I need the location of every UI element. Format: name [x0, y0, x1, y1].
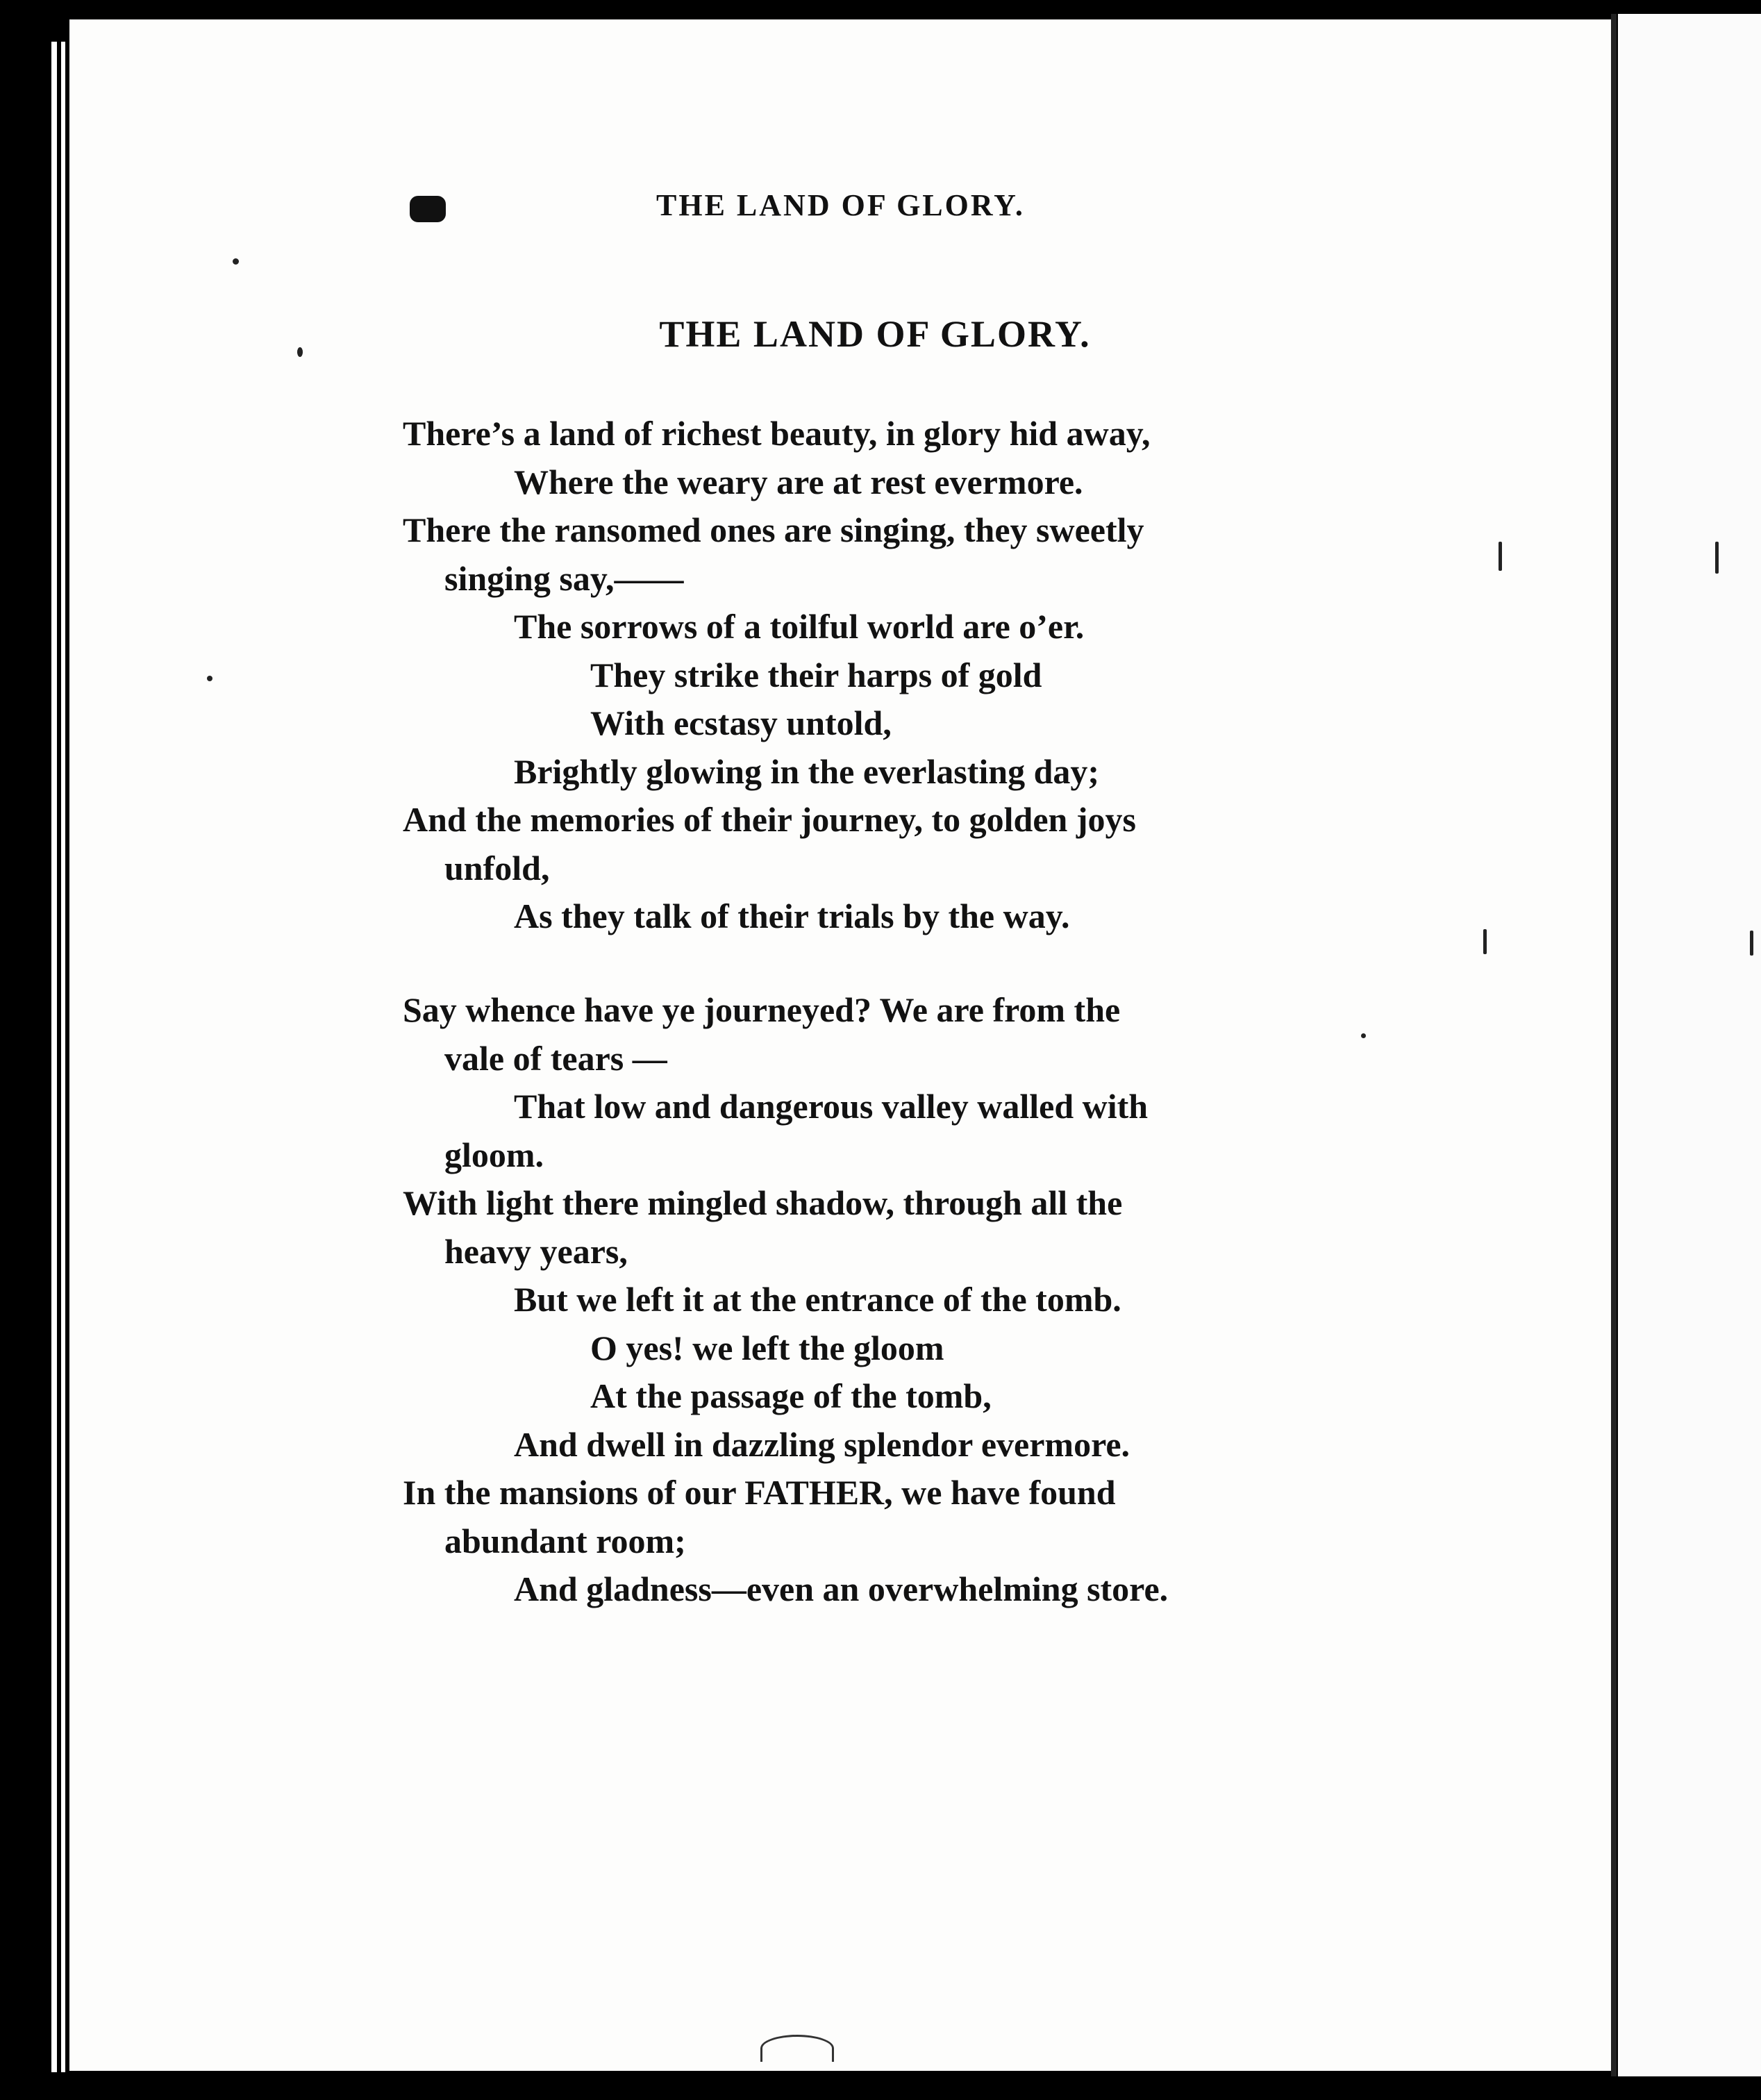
stanza-2: [403, 986, 1389, 1614]
print-mark: [1483, 929, 1487, 954]
poem-line: And the memories of their journey, to golden joys: [403, 800, 1136, 839]
poem-line: With ecstasy untold,: [590, 703, 892, 742]
stanza-1: [403, 410, 1389, 941]
print-speck: [1361, 1033, 1366, 1038]
book-gutter: [1611, 14, 1617, 2076]
poem-line: At the passage of the tomb,: [590, 1376, 992, 1415]
poem-line: gloom.: [444, 1135, 544, 1174]
print-speck: [233, 258, 239, 265]
poem-line: In the mansions of our FATHER, we have found: [403, 1473, 1116, 1512]
poem-line: Where the weary are at rest evermore.: [514, 462, 1083, 501]
print-speck: [207, 676, 212, 681]
poem-line: But we left it at the entrance of the tomb.: [514, 1280, 1121, 1319]
running-head: [410, 188, 1451, 229]
poem-line: As they talk of their trials by the way.: [514, 897, 1070, 935]
poem-line: There’s a land of richest beauty, in glory hid away,: [403, 414, 1151, 453]
page-edge-stack: [61, 42, 65, 2072]
poem-line: unfold,: [444, 848, 550, 888]
print-mark: [1715, 542, 1719, 574]
poem-line: abundant room;: [444, 1521, 686, 1560]
page-edge-stack: [51, 42, 57, 2072]
poem-line: heavy years,: [444, 1231, 628, 1271]
poem-line: With light there mingled shadow, through all the: [403, 1183, 1123, 1222]
poem-line: There the ransomed ones are singing, they sweetly: [403, 510, 1144, 549]
poem-line: And gladness—even an overwhelming store.: [514, 1569, 1169, 1608]
poem-line: vale of tears —: [444, 1038, 667, 1078]
print-speck: [297, 347, 303, 357]
poem-line: singing say,——: [444, 558, 684, 598]
poem-line: That low and dangerous valley walled with: [514, 1087, 1149, 1126]
poem-line: O yes! we left the gloom: [590, 1328, 944, 1367]
running-head-title: THE LAND OF GLORY.: [656, 188, 1025, 222]
poem-line: And dwell in dazzling splendor evermore.: [514, 1424, 1130, 1464]
page-number-blot: [410, 196, 446, 222]
facing-page-edge: [1618, 14, 1761, 2076]
print-mark: [1750, 931, 1753, 956]
poem-line: Brightly glowing in the everlasting day;: [514, 751, 1100, 791]
poem-title: THE LAND OF GLORY.: [659, 313, 1091, 355]
print-mark: [1499, 542, 1502, 571]
poem-line: They strike their harps of gold: [590, 655, 1042, 694]
poem-line: The sorrows of a toilful world are o’er.: [514, 607, 1085, 646]
poem-line: Say whence have ye journeyed? We are from the: [403, 990, 1121, 1029]
bottom-ornament: [760, 2035, 834, 2062]
